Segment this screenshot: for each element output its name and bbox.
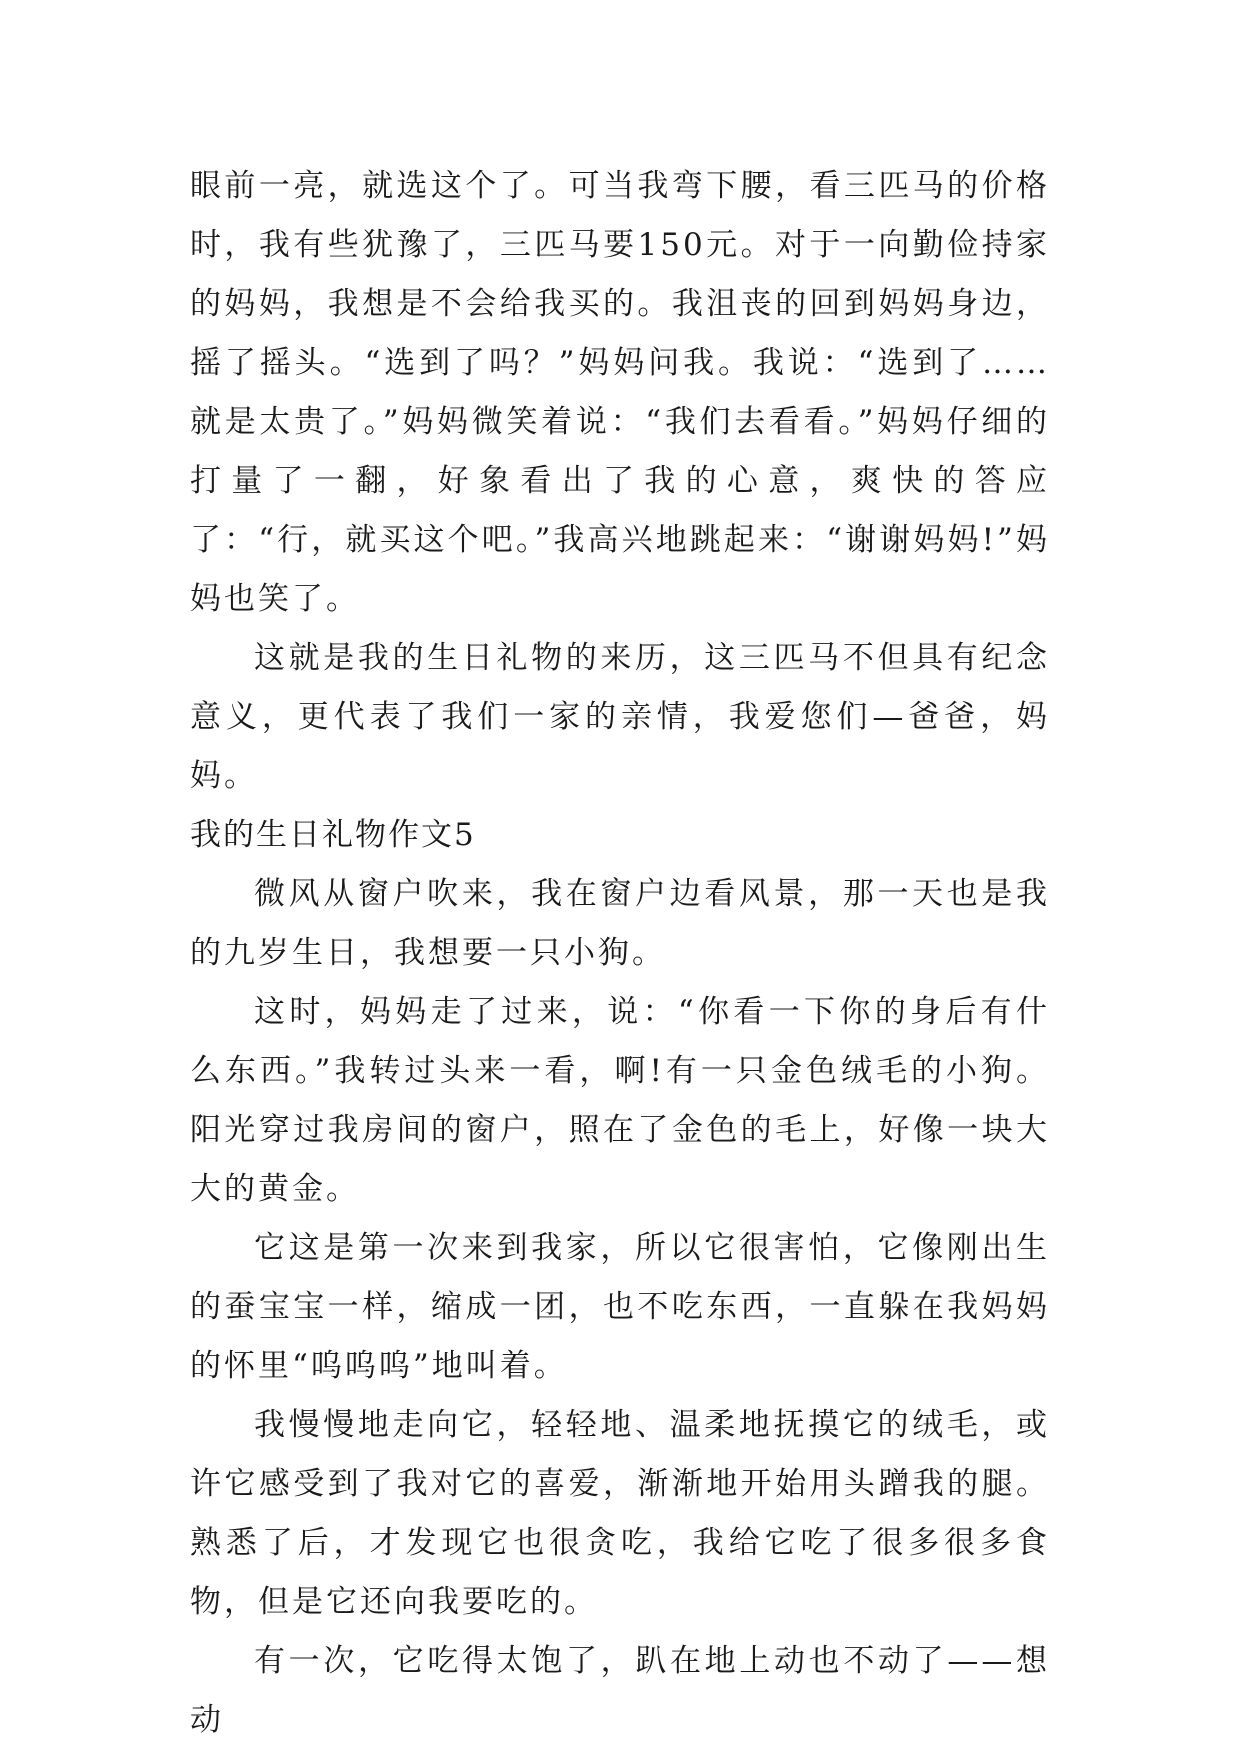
essay-heading: 我的生日礼物作文5 xyxy=(190,817,476,853)
essay-body xyxy=(190,157,1050,1750)
paragraph: 有一次，它吃得太饱了，趴在地上动也不动了——想动 xyxy=(190,1643,1050,1738)
paragraph: 它这是第一次来到我家，所以它很害怕，它像刚出生的蚕宝宝一样，缩成一团，也不吃东西，一直躲在我妈妈的怀里“呜呜呜”地叫着。 xyxy=(190,1230,1050,1384)
paragraph-continued: 眼前一亮，就选这个了。可当我弯下腰，看三匹马的价格时，我有些犹豫了，三匹马要150元。对于一向勤俭持家的妈妈，我想是不会给我买的。我沮丧的回到妈妈身边，摇了摇头。“选到了吗？”妈妈问我。我说：“选到了……就是太贵了。”妈妈微笑着说：“我们去看看。”妈妈仔细的打量了一翻，好象看出了我的心意，爽快的答应了：“行，就买这个吧。”我高兴地跳起来：“谢谢妈妈!”妈妈也笑了。 xyxy=(190,168,1050,617)
paragraph: 这时，妈妈走了过来，说：“你看一下你的身后有什么东西。”我转过头来一看，啊!有一只金色绒毛的小狗。阳光穿过我房间的窗户，照在了金色的毛上，好像一块大大的黄金。 xyxy=(190,994,1050,1207)
paragraph: 这就是我的生日礼物的来历，这三匹马不但具有纪念意义，更代表了我们一家的亲情，我爱您们—爸爸，妈妈。 xyxy=(190,640,1050,794)
paragraph: 微风从窗户吹来，我在窗户边看风景，那一天也是我的九岁生日，我想要一只小狗。 xyxy=(190,876,1050,971)
paragraph: 我慢慢地走向它，轻轻地、温柔地抚摸它的绒毛，或许它感受到了我对它的喜爱，渐渐地开始用头蹭我的腿。熟悉了后，才发现它也很贪吃，我给它吃了很多很多食物，但是它还向我要吃的。 xyxy=(190,1407,1050,1620)
